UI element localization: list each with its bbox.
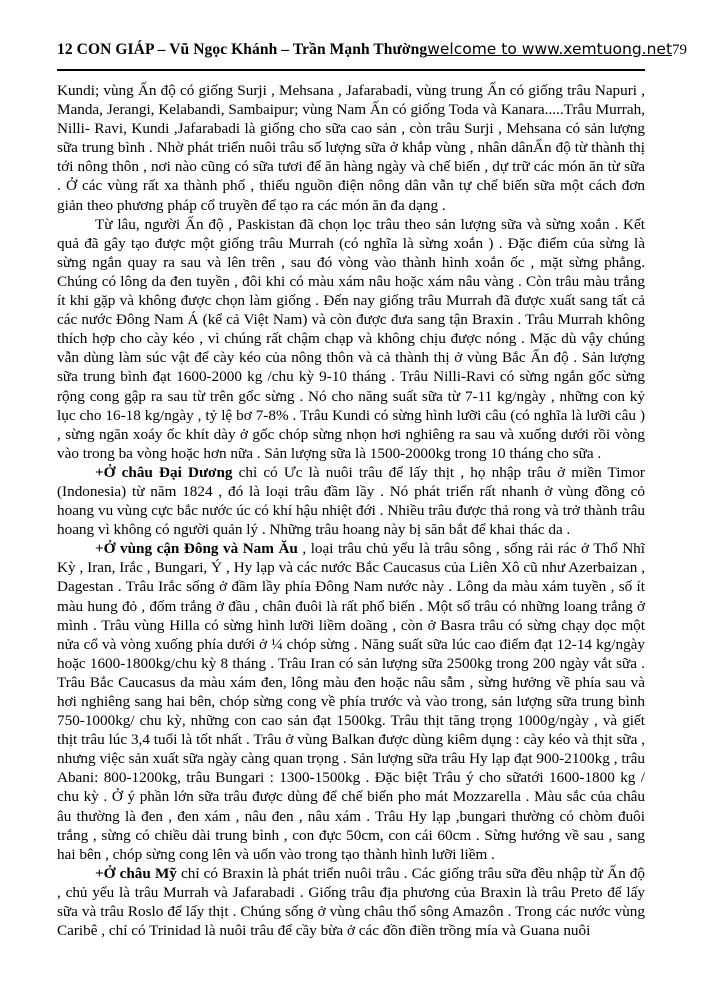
paragraph <box>57 463 645 539</box>
paragraph-text: chỉ có Braxin là phát triển nuôi trâu . Các giống trâu sữa đều nhập từ Ấn độ , chủ yếu là trâu Murrah và Jafarabadi . Giống trâu địa phương của Braxin là trâu Preto để lấy sữa và trâu Roslo để lấy thịt . Chúng sống ở vùng châu thổ sông Amazôn . Trong các nước vùng Caribê , chỉ có Trinidad là nuôi trâu để cầy bừa ở các đồn điền trồng mía và Guana nuôi <box>57 864 645 940</box>
paragraph <box>57 864 645 940</box>
body-text <box>57 81 645 940</box>
site-link[interactable]: welcome to www.xemtuong.net <box>427 40 673 58</box>
paragraph <box>57 81 645 215</box>
page-number: 79 <box>672 42 688 58</box>
paragraph-lead: +Ở vùng cận Đông và Nam Ău <box>95 540 298 558</box>
paragraph-text: chỉ có Ưc là nuôi trâu để lấy thịt , họ nhập trâu ở miền Timor (Indonesia) từ năm 1824 , đó là loại trâu đầm lầy . Nó phát triển rất nhanh ở vùng đồng cỏ hoang vu vùng cực bắc nước úc có khí hậu nhiệt đới . Nhiều trâu được thả rong và trở thành trâu hoang vì không có người quản lý . Những trâu hoang này bị săn bắt để khai thác da . <box>57 463 645 539</box>
paragraph <box>57 215 645 463</box>
paragraph <box>57 539 645 864</box>
paragraph-text: Kundi; vùng Ấn độ có giống Surji , Mehsana , Jafarabadi, vùng trung Ấn có giống trâu Napuri , Manda, Jerangi, Kelabandi, Sambaipur; vùng Nam Ấn có giống Toda và Kanara.....Trâu Murrah, Nilli- Ravi, Kundi ,Jafarabadi là giống cho sữa cao sản , còn trâu Surji , Mehsana có sản lượng sữa trung bình . Nhờ phát triển nuôi trâu số lượng sữa ở khắp vùng , nhân dânẤn độ từ thành thị tới nông thôn , nơi nào cũng có sữa tươi để ăn hàng ngày và chế biến , dự trữ các món ăn từ sữa . Ở các vùng rất xa thành phố , thiếu nguồn điện nông dân vẫn tự chế biến sữa một cách đơn giản theo phương pháp cổ truyền để tạo ra các món ăn đa dạng . <box>57 82 645 214</box>
page-header <box>57 40 688 59</box>
book-title: 12 CON GIÁP – Vũ Ngọc Khánh – Trần Mạnh Thường <box>57 41 428 58</box>
header-right <box>427 40 687 59</box>
paragraph-text: , loại trâu chủ yếu là trâu sông , sống rải rác ở Thổ Nhĩ Kỳ , Iran, Irắc , Bungari, Ý , Hy lạp và các nước Bắc Caucasus của Liên Xô cũ như Azerbaizan , Dagestan . Trâu Irắc sống ở đầm lầy phía Đông Nam nước này . Lông da màu xám tuyền , số ít màu hung đỏ , đốm trắng ở đầu , chân đuôi là rất phổ biến . Một số trâu có những loang trắng ở mình . Trâu vùng Hilla có sừng hình lưỡi liềm doãng , còn ở Basra trâu có sừng chạy dọc một nửa cổ và vòng xuống phía dưới ở ¼ chóp sừng . Năng suất sữa lúc cao điểm đạt 12-14 kg/ngày hoặc 1600-1800kg/chu kỳ 8 tháng . Trâu Iran có sản lượng sữa 2500kg trong 200 ngày vắt sữa . Trâu Bắc Caucasus da màu xám đen, lông màu đen hoặc nâu sẫm , sừng hưởng về phía sau và hơi nghiêng sang hai bên, chóp sừng cong về phía trước và vào trong, sản lượng sữa trung bình 750-1000kg/ chu kỳ, những con cao sản đạt 1500kg. Trâu thịt tăng trọng 1000g/ngày , và giết thịt trâu lúc 3,4 tuổi là tốt nhất . Trâu ở vùng Balkan được dùng kiêm dụng : cày kéo và thịt sữa , nhưng việc sản xuất sữa ngày càng quan trọng . Sản lượng sữa trâu Hy lạp đạt 900-2100kg , trâu Abani: 800-1200kg, trâu Bungari : 1300-1500kg . Đặc biệt Trâu ý cho sữatới 1600-1800 kg / chu kỳ . Ở ý phần lớn sữa trâu được dùng để chế biến pho mát Mozzarella . Màu sắc của châu âu thường là đen , đen xám , nâu đen , nâu xám . Trâu Hy lạp ,bungari thường có chòm đuôi trắng , sừng có chiều dài trung bình , con đực 50cm, con cái 60cm . Sừng hướng về sau , sang hai bên , chóp sừng cong lên và uốn vào trong tạo thành hình lưỡi liềm . <box>57 540 645 863</box>
paragraph-lead: +Ở châu Mỹ <box>95 864 177 882</box>
paragraph-text: Từ lâu, người Ấn độ , Paskistan đã chọn lọc trâu theo sản lượng sữa và sừng xoắn . Kết quả đã gây tạo được một giống trâu Murrah (có nghĩa là sừng xoắn ) . Đặc điểm của sừng là sừng ngắn quay ra sau và lên trên , sau đó vòng vào thành hình xoắn ốc , mặt sừng phẳng. Chúng có lông da đen tuyền , đôi khi có màu xám nâu hoặc xám nâu vàng . Còn trâu màu trắng ít khi gặp và không được chọn làm giống . Đến nay giống trâu Murrah đã được xuất sang tất cả các nước Đông Nam Á (kể cả Việt Nam) và còn được đưa sang tận Braxin . Trâu Murrah không thích hợp cho cày kéo , vì chúng rất chậm chạp và không chịu được nóng . Mặc dù vậy chúng vẫn dùng làm súc vật để cày kéo của nông thôn và cả thành thị ở vùng Bắc Ấn độ . Sản lượng sữa trung bình đạt 1600-2000 kg /chu kỳ 9-10 tháng . Trâu Nilli-Ravi có sừng ngắn gốc sừng rộng cong gập ra sau từ trên gốc sừng . Nó cho năng suất sữa từ 7-11 kg/ngày , những con kỷ lục cho 16-18 kg/ngày , tỷ lệ bơ 7-8% . Trâu Kundi có sừng hình lưỡi câu (có nghĩa là lưỡi câu ) , sừng ngăn xoáy ốc khít dày ở gốc chóp sừng nhọn hơi nghiêng ra sau và xuống dưới rồi vòng vào trong ba vòng hoặc hơn nữa . Sản lượng sữa là 1500-2000kg trong 10 tháng cho sữa . <box>57 215 645 462</box>
header-divider <box>57 69 645 71</box>
paragraph-lead: +Ở châu Đại Dương <box>95 463 233 481</box>
